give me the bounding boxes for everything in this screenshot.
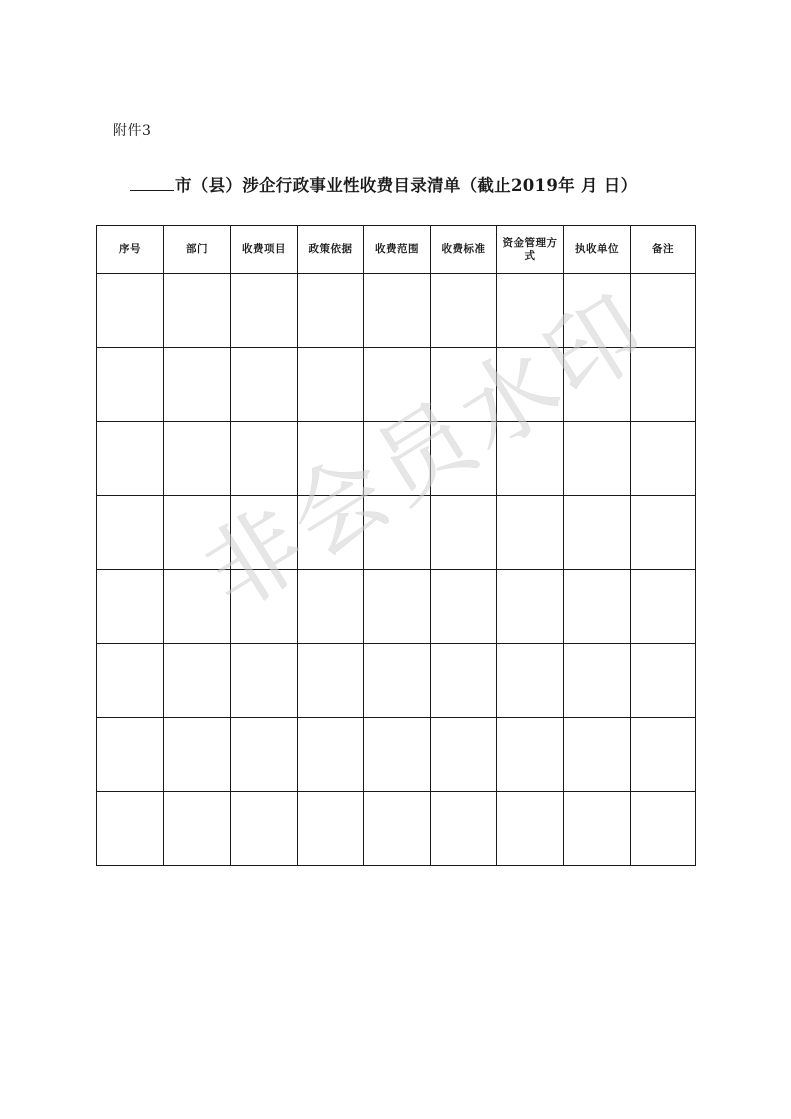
table-cell[interactable]	[298, 348, 364, 422]
table-cell[interactable]	[631, 644, 696, 718]
table-cell[interactable]	[298, 274, 364, 348]
table-cell[interactable]	[97, 422, 164, 496]
column-header-fee-item: 收费项目	[231, 226, 298, 274]
table-cell[interactable]	[164, 422, 231, 496]
table-cell[interactable]	[164, 644, 231, 718]
table-cell[interactable]	[231, 348, 298, 422]
table-cell[interactable]	[564, 792, 631, 866]
table-header-row	[97, 226, 696, 274]
table-cell[interactable]	[97, 274, 164, 348]
table-cell[interactable]	[431, 274, 497, 348]
table-cell[interactable]	[97, 496, 164, 570]
table-cell[interactable]	[164, 792, 231, 866]
table-cell[interactable]	[298, 644, 364, 718]
table-cell[interactable]	[497, 792, 564, 866]
column-header-fund-management: 资金管理方式	[497, 226, 564, 274]
table-cell[interactable]	[431, 644, 497, 718]
table-body	[97, 274, 696, 866]
table-cell[interactable]	[97, 570, 164, 644]
table-cell[interactable]	[564, 644, 631, 718]
table-row	[97, 570, 696, 644]
table-cell[interactable]	[431, 496, 497, 570]
table-cell[interactable]	[298, 718, 364, 792]
table-cell[interactable]	[497, 644, 564, 718]
table-row	[97, 422, 696, 496]
document-title-text: 市（县）涉企行政事业性收费目录清单（截止2019年 月 日）	[175, 176, 638, 195]
table-cell[interactable]	[497, 718, 564, 792]
attachment-label: 附件3	[113, 123, 152, 139]
table-cell[interactable]	[497, 570, 564, 644]
table-cell[interactable]	[298, 496, 364, 570]
table-cell[interactable]	[164, 496, 231, 570]
table-cell[interactable]	[497, 422, 564, 496]
table-cell[interactable]	[97, 348, 164, 422]
table-cell[interactable]	[164, 570, 231, 644]
table-cell[interactable]	[231, 274, 298, 348]
table-cell[interactable]	[97, 792, 164, 866]
table-cell[interactable]	[231, 718, 298, 792]
table-cell[interactable]	[231, 570, 298, 644]
table-cell[interactable]	[164, 348, 231, 422]
table-cell[interactable]	[564, 274, 631, 348]
watermark: 非会员水印	[186, 273, 669, 632]
table-cell[interactable]	[631, 422, 696, 496]
table-cell[interactable]	[631, 570, 696, 644]
table-row	[97, 496, 696, 570]
table-cell[interactable]	[298, 570, 364, 644]
table-cell[interactable]	[231, 792, 298, 866]
table-cell[interactable]	[364, 718, 431, 792]
table-cell[interactable]	[631, 496, 696, 570]
table-cell[interactable]	[231, 644, 298, 718]
table-cell[interactable]	[364, 570, 431, 644]
table-cell[interactable]	[364, 422, 431, 496]
table-cell[interactable]	[497, 496, 564, 570]
table-cell[interactable]	[231, 422, 298, 496]
table-cell[interactable]	[164, 274, 231, 348]
table-cell[interactable]	[564, 496, 631, 570]
column-header-fee-scope: 收费范围	[364, 226, 431, 274]
table-cell[interactable]	[497, 348, 564, 422]
table-cell[interactable]	[364, 644, 431, 718]
table-cell[interactable]	[631, 718, 696, 792]
column-header-index: 序号	[97, 226, 164, 274]
table-cell[interactable]	[364, 274, 431, 348]
column-header-remarks: 备注	[631, 226, 696, 274]
table-cell[interactable]	[298, 422, 364, 496]
table-cell[interactable]	[97, 644, 164, 718]
table-cell[interactable]	[431, 570, 497, 644]
table-cell[interactable]	[564, 718, 631, 792]
table-cell[interactable]	[564, 422, 631, 496]
table-cell[interactable]	[564, 570, 631, 644]
table-row	[97, 274, 696, 348]
table-cell[interactable]	[364, 792, 431, 866]
table-cell[interactable]	[431, 422, 497, 496]
table-row	[97, 644, 696, 718]
table-cell[interactable]	[231, 496, 298, 570]
table-cell[interactable]	[298, 792, 364, 866]
table-row	[97, 348, 696, 422]
table-row	[97, 718, 696, 792]
column-header-collecting-unit: 执收单位	[564, 226, 631, 274]
table-cell[interactable]	[631, 348, 696, 422]
table-cell[interactable]	[97, 718, 164, 792]
table-cell[interactable]	[431, 718, 497, 792]
table-cell[interactable]	[364, 348, 431, 422]
table-cell[interactable]	[564, 348, 631, 422]
table-cell[interactable]	[631, 274, 696, 348]
column-header-department: 部门	[164, 226, 231, 274]
column-header-policy-basis: 政策依据	[298, 226, 364, 274]
table-cell[interactable]	[497, 274, 564, 348]
table-cell[interactable]	[164, 718, 231, 792]
document-title	[130, 172, 637, 196]
table-row	[97, 792, 696, 866]
table-cell[interactable]	[431, 792, 497, 866]
table-cell[interactable]	[631, 792, 696, 866]
column-header-fee-standard: 收费标准	[431, 226, 497, 274]
fill-in-blank[interactable]	[130, 174, 174, 191]
table-cell[interactable]	[431, 348, 497, 422]
table-cell[interactable]	[364, 496, 431, 570]
fee-catalog-table	[96, 225, 696, 866]
